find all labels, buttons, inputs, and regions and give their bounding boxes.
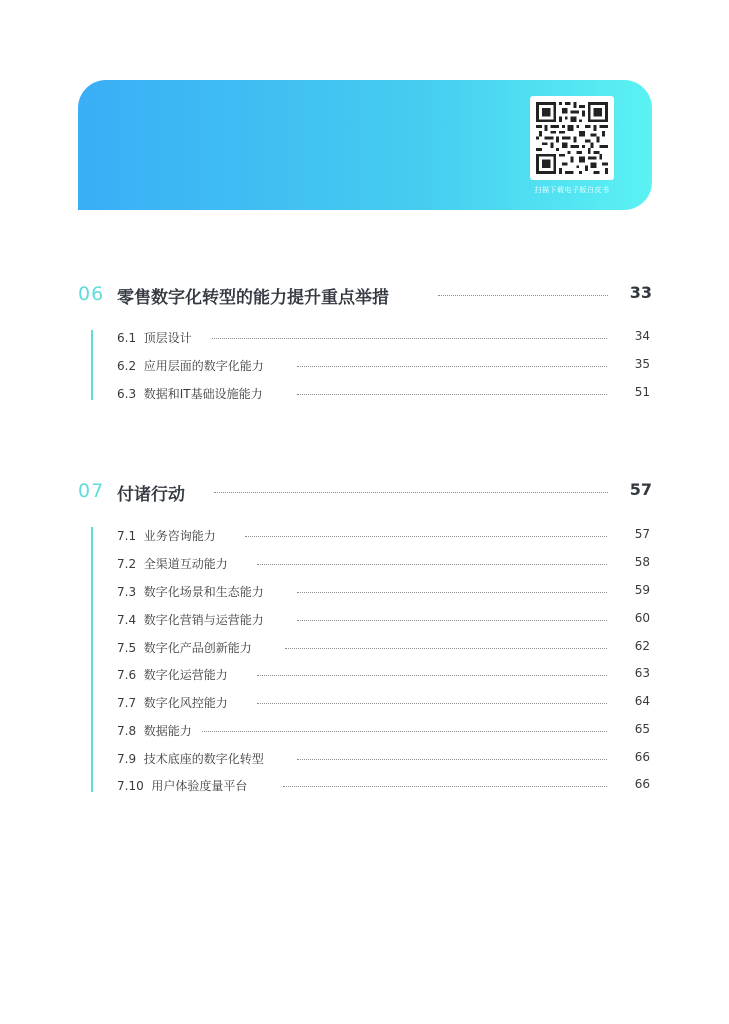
toc-entry-title: 6.3 数据和IT基础设施能力 <box>117 385 273 402</box>
section-accent-bar <box>91 527 93 792</box>
dotted-leader <box>297 592 607 593</box>
toc-entry-page: 59 <box>634 583 650 597</box>
qr-code-icon <box>536 102 608 174</box>
qr-caption: 扫描下载电子版白皮书 <box>534 186 610 194</box>
dotted-leader <box>297 366 607 367</box>
toc-entry-title: 7.2 全渠道互动能力 <box>117 555 238 572</box>
toc-entry-page: 57 <box>634 527 650 541</box>
chapter-page-number: 57 <box>629 480 652 499</box>
toc-entry-title: 7.4 数字化营销与运营能力 <box>117 611 274 628</box>
toc-entry[interactable] <box>117 611 650 629</box>
dotted-leader <box>297 759 607 760</box>
dotted-leader <box>257 703 607 704</box>
chapter-page-number: 33 <box>629 283 652 302</box>
toc-entry[interactable] <box>117 722 650 740</box>
toc-entry-title: 7.8 数据能力 <box>117 722 202 739</box>
chapter-title: 零售数字化转型的能力提升重点举措 <box>117 283 397 308</box>
toc-entry-title: 7.3 数字化场景和生态能力 <box>117 583 274 600</box>
toc-entry-page: 51 <box>634 385 650 399</box>
chapter-number: 06 <box>78 283 105 305</box>
chapter-number: 07 <box>78 480 105 502</box>
toc-entry-title: 7.5 数字化产品创新能力 <box>117 639 262 656</box>
dotted-leader <box>438 295 608 296</box>
toc-entry-page: 66 <box>634 750 650 764</box>
chapter-heading-06[interactable] <box>78 283 652 307</box>
toc-entry-page: 65 <box>634 722 650 736</box>
dotted-leader <box>187 731 607 732</box>
toc-entry[interactable] <box>117 639 650 657</box>
toc-entry-page: 62 <box>634 639 650 653</box>
dotted-leader <box>297 394 607 395</box>
toc-entry-title: 7.10 用户体验度量平台 <box>117 777 257 794</box>
dotted-leader <box>257 564 607 565</box>
toc-entry[interactable] <box>117 666 650 684</box>
toc-entry-page: 58 <box>634 555 650 569</box>
toc-entry-page: 35 <box>634 357 650 371</box>
header-banner <box>78 80 652 210</box>
toc-entry-page: 63 <box>634 666 650 680</box>
toc-entry-page: 64 <box>634 694 650 708</box>
dotted-leader <box>214 492 608 493</box>
qr-code[interactable] <box>530 96 614 180</box>
toc-entry-title: 6.2 应用层面的数字化能力 <box>117 357 274 374</box>
toc-entry-page: 60 <box>634 611 650 625</box>
toc-entry[interactable] <box>117 527 650 545</box>
toc-entry[interactable] <box>117 583 650 601</box>
toc-entry-title: 6.1 顶层设计 <box>117 329 202 346</box>
toc-entry[interactable] <box>117 750 650 768</box>
dotted-leader <box>285 648 607 649</box>
section-accent-bar <box>91 330 93 400</box>
toc-entry-page: 34 <box>634 329 650 343</box>
dotted-leader <box>257 675 607 676</box>
toc-entry[interactable] <box>117 777 650 795</box>
toc-entry[interactable] <box>117 329 650 347</box>
toc-entry-title: 7.1 业务咨询能力 <box>117 527 226 544</box>
toc-entry[interactable] <box>117 555 650 573</box>
dotted-leader <box>297 620 607 621</box>
dotted-leader <box>283 786 607 787</box>
chapter-heading-07[interactable] <box>78 480 652 504</box>
toc-entry-title: 7.9 技术底座的数字化转型 <box>117 750 274 767</box>
dotted-leader <box>245 536 607 537</box>
toc-entry-page: 66 <box>634 777 650 791</box>
toc-entry-title: 7.7 数字化风控能力 <box>117 694 238 711</box>
toc-entry[interactable] <box>117 357 650 375</box>
toc-entry[interactable] <box>117 694 650 712</box>
chapter-title: 付诸行动 <box>117 480 193 505</box>
dotted-leader <box>212 338 607 339</box>
toc-entry-title: 7.6 数字化运营能力 <box>117 666 238 683</box>
toc-entry[interactable] <box>117 385 650 403</box>
